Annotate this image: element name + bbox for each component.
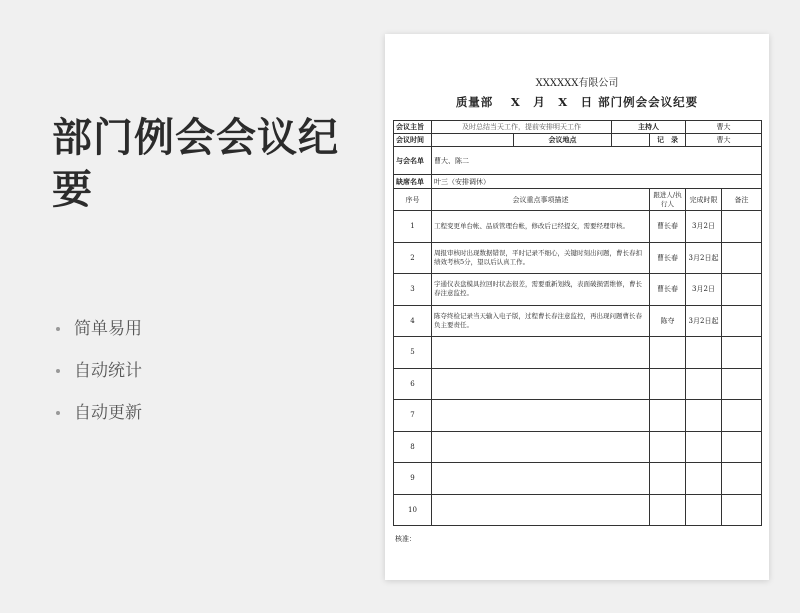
item-owner: 曹长春 (650, 211, 686, 243)
item-owner: 曹长春 (650, 242, 686, 274)
table-row (394, 211, 762, 243)
time-label: 会议时间 (394, 134, 432, 147)
table-row (394, 242, 762, 274)
item-description: 陈夺终检记录当天输入电子版，过程曹长春注意监控，再出现问题曹长春负主要责任。 (432, 305, 650, 337)
bullet-icon (56, 411, 60, 415)
table-row (394, 400, 762, 432)
item-index: 9 (394, 463, 432, 495)
feature-item (56, 392, 142, 434)
item-deadline (686, 368, 722, 400)
bullet-icon (56, 327, 60, 331)
host-label: 主持人 (612, 121, 686, 134)
feature-label: 自动统计 (74, 361, 142, 381)
absent-label: 缺席名单 (394, 175, 432, 189)
time-value (432, 134, 514, 147)
attendees-label: 与会名单 (394, 147, 432, 175)
item-description: 周报审核时出现数据错误，平时记录不细心，关键时刻出问题，曹长春扣绩效考核5分，望以后认真工作。 (432, 242, 650, 274)
item-index: 1 (394, 211, 432, 243)
item-owner (650, 368, 686, 400)
item-notes (722, 368, 762, 400)
location-label: 会议地点 (514, 134, 612, 147)
item-deadline: 3月2日起 (686, 242, 722, 274)
hero-title: 部门例会会议纪要 (52, 115, 339, 213)
item-notes (722, 400, 762, 432)
item-owner: 陈夺 (650, 305, 686, 337)
feature-label: 自动更新 (74, 403, 142, 423)
col-notes: 备注 (722, 189, 762, 211)
item-deadline (686, 400, 722, 432)
recorder-label: 记 录 (650, 134, 686, 147)
item-deadline (686, 463, 722, 495)
col-deadline: 完成时限 (686, 189, 722, 211)
table-row (394, 337, 762, 369)
item-description: 宇通仪表盘模具拉回时状态很差，需要重新划线，表面破损需维修，曹长春注意监控。 (432, 274, 650, 306)
table-row (394, 494, 762, 526)
feature-label: 简单易用 (74, 319, 142, 339)
feature-list (56, 308, 142, 434)
item-description (432, 368, 650, 400)
item-deadline: 3月2日 (686, 274, 722, 306)
recorder-value: 曹大 (686, 134, 762, 147)
item-deadline (686, 337, 722, 369)
feature-item (56, 308, 142, 350)
item-notes (722, 305, 762, 337)
table-row (394, 274, 762, 306)
item-notes (722, 274, 762, 306)
location-value (612, 134, 650, 147)
item-description: 工程变更单台帐、品质管理台帐，修改后已经提交，需要经理审核。 (432, 211, 650, 243)
item-owner: 曹长春 (650, 274, 686, 306)
item-index: 6 (394, 368, 432, 400)
item-notes (722, 337, 762, 369)
item-notes (722, 431, 762, 463)
item-notes (722, 463, 762, 495)
items-body (394, 211, 762, 526)
item-notes (722, 211, 762, 243)
item-deadline (686, 431, 722, 463)
item-description (432, 337, 650, 369)
item-owner (650, 337, 686, 369)
col-index: 序号 (394, 189, 432, 211)
item-owner (650, 494, 686, 526)
table-row (394, 368, 762, 400)
item-owner (650, 431, 686, 463)
item-index: 3 (394, 274, 432, 306)
table-row (394, 463, 762, 495)
document-title: 质量部 X 月 X 日 部门例会会议纪要 (455, 95, 699, 109)
item-index: 8 (394, 431, 432, 463)
item-deadline: 3月2日 (686, 211, 722, 243)
table-row (394, 305, 762, 337)
reviewer-label: 核准： (395, 535, 416, 543)
attendees-row (394, 147, 762, 175)
item-description (432, 494, 650, 526)
col-owner: 跟进人/执行人 (650, 189, 686, 211)
item-notes (722, 494, 762, 526)
document-preview (385, 34, 769, 580)
item-description (432, 463, 650, 495)
item-index: 4 (394, 305, 432, 337)
company-name: XXXXXX有限公司 (535, 78, 619, 89)
col-description: 会议重点事项描述 (432, 189, 650, 211)
topic-label: 会议主旨 (394, 121, 432, 134)
header-row-time (394, 134, 762, 147)
item-deadline (686, 494, 722, 526)
item-deadline: 3月2日起 (686, 305, 722, 337)
item-owner (650, 400, 686, 432)
bullet-icon (56, 369, 60, 373)
attendees-value: 曹大、陈二 (432, 147, 762, 175)
absent-row (394, 175, 762, 189)
item-index: 5 (394, 337, 432, 369)
item-index: 10 (394, 494, 432, 526)
item-index: 7 (394, 400, 432, 432)
topic-value: 及时总结当天工作，提前安排明天工作 (432, 121, 612, 134)
absent-value: 叶三（安排调休） (432, 175, 762, 189)
minutes-table (393, 120, 762, 526)
item-description (432, 400, 650, 432)
host-value: 曹大 (686, 121, 762, 134)
header-row-topic (394, 121, 762, 134)
table-row (394, 431, 762, 463)
column-header-row (394, 189, 762, 211)
item-index: 2 (394, 242, 432, 274)
item-description (432, 431, 650, 463)
feature-item (56, 350, 142, 392)
item-owner (650, 463, 686, 495)
item-notes (722, 242, 762, 274)
